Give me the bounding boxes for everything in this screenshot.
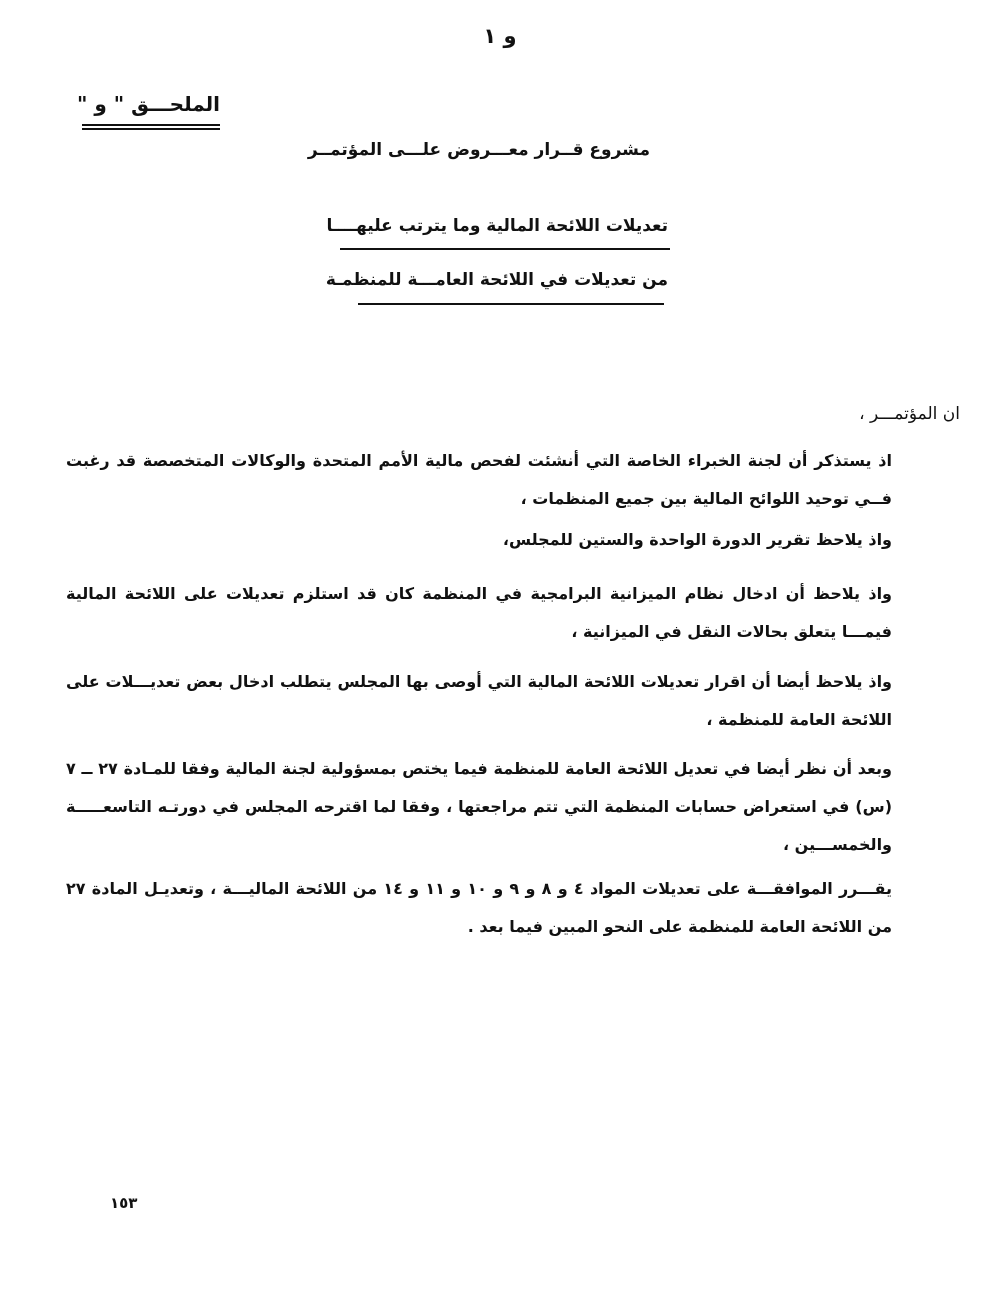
paragraph-noting-report: واذ يلاحظ تقرير الدورة الواحدة والستين للمجلس، [502,530,892,549]
paragraph-decides: يقـــرر الموافقـــة على تعديلات المواد ٤ و ٨ و ٩ و ١٠ و ١١ و ١٤ من اللائحة الماليـــة ، وتعديـل المادة ٢٧ من اللائحة العامة للمنظمة على النحو المبين فيما بعد . [66,879,893,936]
draft-resolution-title: مشروع قــرار معـــروض علـــى المؤتمــر [307,140,650,160]
paragraph-noting-amendments: واذ يلاحظ أيضا أن اقرار تعديلات اللائحة المالية التي أوصى بها المجلس يتطلب ادخال بعض تعديـــلات على اللائحة العامة للمنظمة ، [66,672,892,729]
conference-opening: ان المؤتمـــر ، [859,404,960,424]
subject-line-1: تعديلات اللائحة المالية وما يترتب عليهــــا [326,216,668,236]
page-number: ١٥٣ [110,1194,138,1212]
paragraph-recalling: اذ يستذكر أن لجنة الخبراء الخاصة التي أنشئت لفحص مالية الأمم المتحدة والوكالات المتخصصة قد رغبت فــي توحيد اللوائح المالية بين جميع المنظمات ، [66,451,892,508]
annex-label: الملحـــق " و " [76,92,220,116]
subject-line-1-underline [340,248,670,250]
page-reference: و ١ [483,24,517,48]
subject-line-2: من تعديلات في اللائحة العامـــة للمنظمـة [325,270,668,290]
paragraph-noting-budget: واذ يلاحظ أن ادخال نظام الميزانية البرامجية في المنظمة كان قد استلزم تعديلات على اللائحة المالية فيمـــا يتعلق بحالات النقل في الميزانية ، [66,584,892,641]
subject-line-2-underline [358,303,664,305]
annex-underline-top [82,124,220,126]
paragraph-having-considered: وبعد أن نظر أيضا في تعديل اللائحة العامة للمنظمة فيما يختص بمسؤولية لجنة المالية وفقا للمـادة ٢٧ ــ ٧ (س) في استعراض حسابات المنظمة التي تتم مراجعتها ، وفقا لما اقترحه المجلس في دورتـه التاسعـــــة والخمســـين ، [66,759,892,854]
annex-underline-bottom [82,128,220,130]
